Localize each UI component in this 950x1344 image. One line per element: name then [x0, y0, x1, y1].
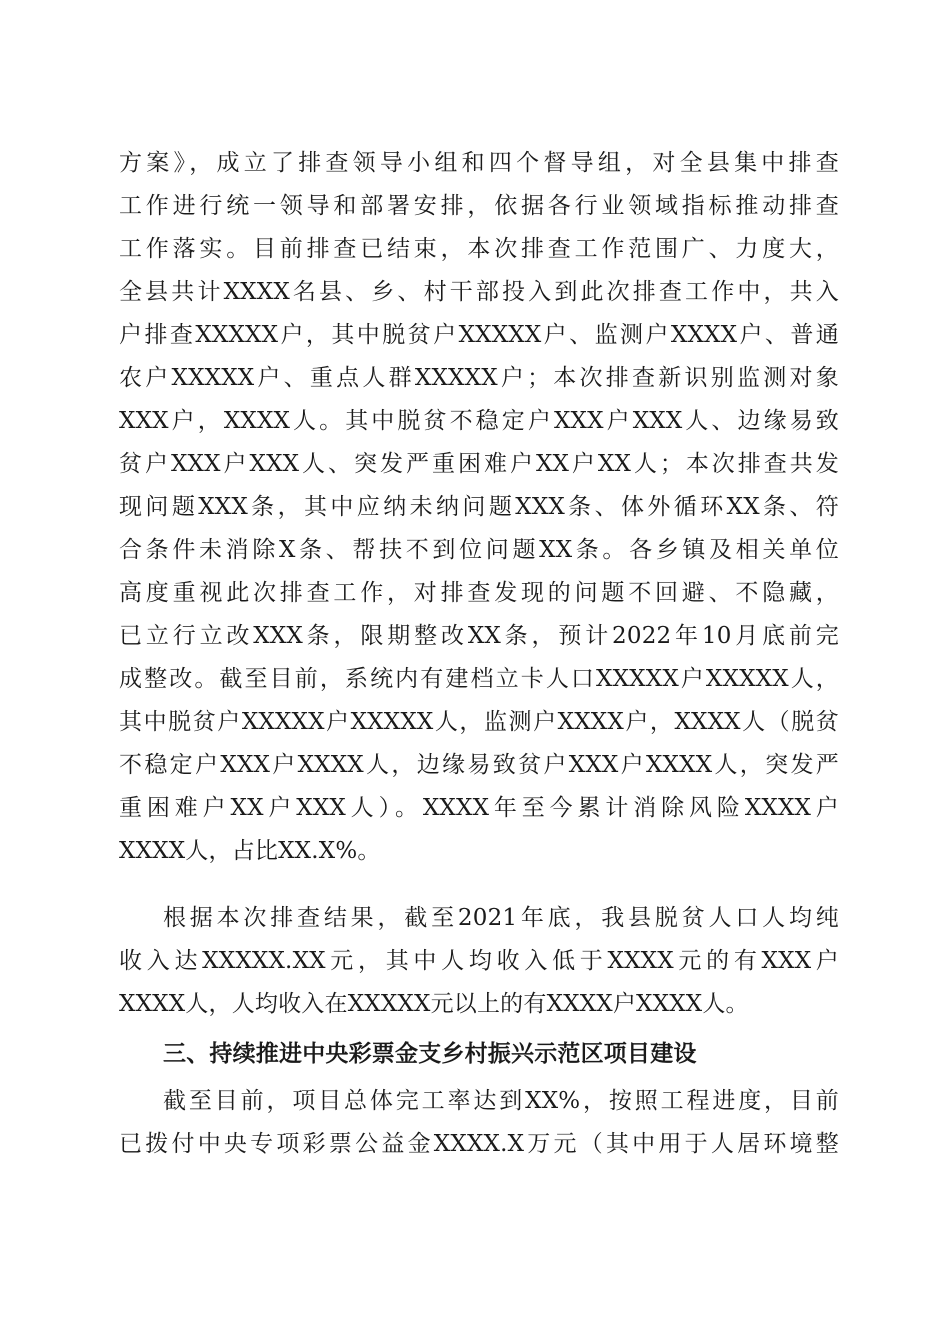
paragraph-line: 贫户XXX户XXX人、突发严重困难户XX户XX人；本次排查共发 [119, 451, 839, 477]
paragraph-line: 根据本次排查结果，截至2021年底，我县脱贫人口人均纯 [163, 905, 839, 931]
paragraph-line: 重困难户XX户XXX人）。XXXX年至今累计消除风险XXXX户 [119, 795, 839, 821]
paragraph-line: 工作进行统一领导和部署安排，依据各行业领域指标推动排查 [119, 193, 839, 219]
paragraph-line: 其中脱贫户XXXXX户XXXXX人，监测户XXXX户，XXXX人（脱贫 [119, 709, 839, 735]
paragraph-line: 农户XXXXX户、重点人群XXXXX户；本次排查新识别监测对象 [119, 365, 839, 391]
paragraph-line: 已立行立改XXX条，限期整改XX条，预计2022年10月底前完 [119, 623, 839, 649]
paragraph-line: XXXX人，人均收入在XXXXX元以上的有XXXX户XXXX人。 [119, 991, 749, 1017]
paragraph-line: 现问题XXX条，其中应纳未纳问题XXX条、体外循环XX条、符 [119, 494, 839, 520]
section-heading: 三、持续推进中央彩票金支乡村振兴示范区项目建设 [163, 1041, 697, 1067]
paragraph-line: XXX户，XXXX人。其中脱贫不稳定户XXX户XXX人、边缘易致 [119, 408, 839, 434]
paragraph-line: 截至目前，项目总体完工率达到XX%，按照工程进度，目前 [163, 1088, 839, 1114]
paragraph-line: 工作落实。目前排查已结束，本次排查工作范围广、力度大， [119, 236, 839, 262]
paragraph-line: 不稳定户XXX户XXXX人，边缘易致贫户XXX户XXXX人，突发严 [119, 752, 839, 778]
paragraph-line: 合条件未消除X条、帮扶不到位问题XX条。各乡镇及相关单位 [119, 537, 839, 563]
paragraph-line: 收入达XXXXX.XX元，其中人均收入低于XXXX元的有XXX户 [119, 948, 839, 974]
paragraph-line: 方案》，成立了排查领导小组和四个督导组，对全县集中排查 [119, 150, 839, 176]
paragraph-line: 成整改。截至目前，系统内有建档立卡人口XXXXX户XXXXX人， [119, 666, 839, 692]
paragraph-line: XXXX人，占比XX.X%。 [119, 838, 381, 864]
paragraph-line: 户排查XXXXX户，其中脱贫户XXXXX户、监测户XXXX户、普通 [119, 322, 839, 348]
paragraph-line: 高度重视此次排查工作，对排查发现的问题不回避、不隐藏， [119, 580, 839, 606]
paragraph-line: 全县共计XXXX名县、乡、村干部投入到此次排查工作中，共入 [119, 279, 839, 305]
paragraph-line: 已拨付中央专项彩票公益金XXXX.X万元（其中用于人居环境整 [119, 1131, 839, 1157]
